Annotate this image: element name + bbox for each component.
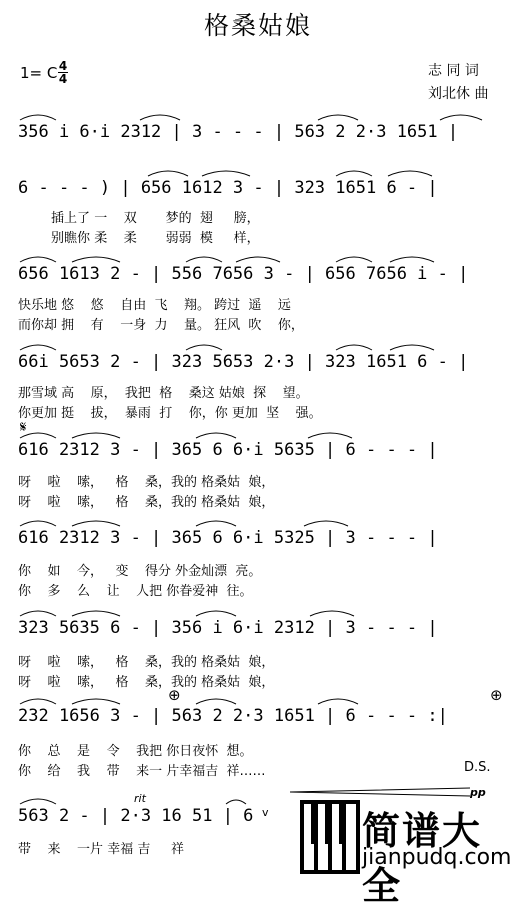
coda-sign-2: ⊕: [490, 686, 503, 704]
lyricist-credit: 志 同 词: [428, 63, 479, 79]
system-8-lyric-2: 你 给 我 带 来一 片幸福吉 祥……: [18, 764, 266, 779]
system-4-lyric-2: 你更加 挺 拔， 暴雨 打 你，你 更加 坚 强。: [18, 406, 322, 421]
composer-credit: 刘北休 曲: [428, 86, 489, 102]
system-2-lyric-2: 别瞧你 柔 柔 弱弱 模 样，: [18, 231, 260, 246]
coda-sign-1: ⊕: [168, 686, 181, 704]
song-title: 格桑姑娘: [203, 11, 312, 40]
breath-mark: v: [262, 806, 269, 819]
pp-marking: pp: [470, 786, 486, 799]
system-7-notes: 323 5635 6 - | 356 i 6·i 2312 | 3 - - - |: [18, 618, 438, 638]
system-2-lyric-1: 插上了 一 双 梦的 翅 膀，: [18, 211, 260, 226]
system-9-lyric-1: 带 来 一片 幸福 吉 祥: [18, 842, 184, 857]
system-5-notes: 616 2312 3 - | 365 6 6·i 5635 | 6 - - - |: [18, 440, 438, 460]
time-sig-bottom: 4: [58, 72, 68, 86]
system-3-lyric-1: 快乐地 悠 悠 自由 飞 翔。 跨过 遥 远: [18, 298, 291, 313]
time-sig-top: 4: [58, 59, 68, 73]
system-5-lyric-2: 呀 啦 嗦， 格 桑，我的 格桑姑 娘，: [18, 495, 275, 510]
segno-sign: 𝄋: [20, 418, 27, 436]
key-signature: 1= C: [20, 64, 58, 82]
system-6-lyric-2: 你 多 么 让 人把 你眷爱神 往。: [18, 584, 253, 599]
system-2-notes: 6 - - - ) | 656 1612 3 - | 323 1651 6 - |: [18, 178, 438, 198]
system-3-lyric-2: 而你却 拥 有 一身 力 量。 狂风 吹 你，: [18, 318, 304, 333]
system-9-notes: 563 2 - | 2·3 16 51 | 6: [18, 806, 254, 826]
system-6-notes: 616 2312 3 - | 365 6 6·i 5325 | 3 - - - |: [18, 528, 438, 548]
rit-marking: rit: [134, 792, 146, 805]
system-4-notes: 66i 5653 2 - | 323 5653 2·3 | 323 1651 6 - |: [18, 352, 469, 372]
system-3-notes: 656 1613 2 - | 556 7656 3 - | 656 7656 i - |: [18, 264, 469, 284]
system-7-lyric-2: 呀 啦 嗦， 格 桑，我的 格桑姑 娘，: [18, 675, 275, 690]
system-4-lyric-1: 那雪域 高 原， 我把 格 桑这 姑娘 探 望。: [18, 386, 309, 401]
system-1-notes: 356 i 6·i 2312 | 3 - - - | 563 2 2·3 1651 |: [18, 122, 459, 142]
ds-marking: D.S.: [464, 760, 491, 775]
system-8-notes: 232 1656 3 - | 563 2 2·3 1651 | 6 - - - :|: [18, 706, 448, 726]
system-8-lyric-1: 你 总 是 令 我把 你日夜怀 想。: [18, 744, 253, 759]
system-5-lyric-1: 呀 啦 嗦， 格 桑，我的 格桑姑 娘，: [18, 475, 275, 490]
system-6-lyric-1: 你 如 今， 变 得分 外金灿漂 亮。: [18, 564, 262, 579]
watermark-url: jianpudq.com: [362, 845, 512, 870]
system-7-lyric-1: 呀 啦 嗦， 格 桑，我的 格桑姑 娘，: [18, 655, 275, 670]
watermark-title: 简谱大全: [362, 809, 483, 908]
